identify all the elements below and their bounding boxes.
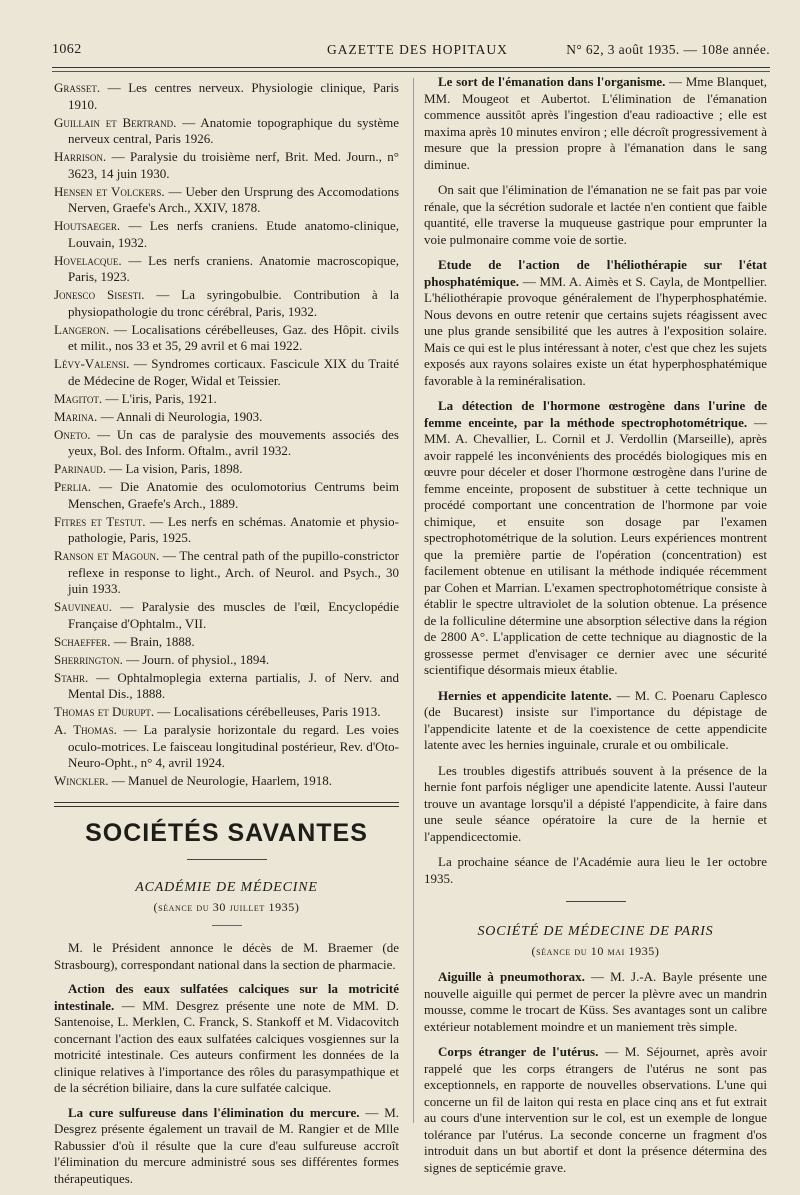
paragraph-title: Etude de l'action de l'héliothérapie sur l'état phosphatémique. bbox=[424, 257, 767, 289]
reference-text: — Les nerfs en schémas. Anatomie et physio-pathologie, Paris, 1925. bbox=[68, 513, 399, 545]
reference-author: Hovelacque. bbox=[54, 252, 122, 268]
reference-entry bbox=[54, 479, 399, 512]
right-body bbox=[424, 74, 767, 887]
paragraph bbox=[424, 854, 767, 887]
page-header bbox=[52, 40, 770, 62]
reference-text: — Ueber den Ursprung des Accomodations Nerven, Graefe's Arch., XXIV, 1878. bbox=[68, 183, 399, 215]
paragraph bbox=[424, 763, 767, 846]
paragraph-title: La détection de l'hormone œstrogène dans l'urine de femme enceinte, par la méthode spectrophotométrique. bbox=[424, 398, 767, 430]
reference-entry bbox=[54, 548, 399, 598]
left-column bbox=[54, 80, 399, 1195]
reference-text: — La vision, Paris, 1898. bbox=[105, 461, 243, 476]
reference-author: Fitres et Testut. bbox=[54, 513, 146, 529]
reference-author: Grasset. bbox=[54, 80, 101, 95]
academie-heading: ACADÉMIE DE MÉDECINE bbox=[135, 880, 318, 895]
paragraph-text: — MM. Desgrez présente une note de MM. D. Santenoise, L. Merklen, C. Franck, S. Stankoff et M. Vidacovitch concernant l'action des eaux sulfatées calciques vosgiennes sur la motricité intestinale. Ces auteurs confirment les données de la clinique relatives à l'importance des rôles du parasympathique et de la sécrétion biliaire, dans la cure sulfatée calcique. bbox=[54, 997, 399, 1095]
paragraph bbox=[424, 969, 767, 1035]
reference-text: — L'iris, Paris, 1921. bbox=[102, 390, 217, 406]
reference-text: — Les nerfs craniens. Etude anatomo-clinique, Louvain, 1932. bbox=[68, 218, 399, 250]
reference-text: — La paralysie horizontale du regard. Les voies oculo-motrices. Le faisceau longitudinal postérieur, Rev. d'Oto-Neuro-Opht., n° 4, avril 1924. bbox=[68, 722, 399, 770]
reference-text: — Ophtalmoplegia externa partialis, J. of Nerv. and Mental Dis., 1888. bbox=[68, 669, 399, 701]
reference-text: — Brain, 1888. bbox=[110, 633, 195, 649]
reference-author: Guillain et Bertrand. bbox=[54, 114, 177, 130]
societe-body bbox=[424, 969, 767, 1176]
reference-entry bbox=[54, 253, 399, 286]
paragraph-text: Les troubles digestifs attribués souvent à la présence de la hernie font parfois négliger une apendicite latente. Aussi l'auteur trouve un avantage lorsqu'il a dépisté l'appendicite, à faire dans une seule séance opératoire la cure de la hernie et l'appendicectomie. bbox=[424, 762, 767, 844]
journal-title: GAZETTE DES HOPITAUX bbox=[327, 42, 508, 57]
reference-entry bbox=[54, 80, 399, 113]
reference-author: Langeron. bbox=[54, 321, 110, 337]
reference-entry bbox=[54, 514, 399, 547]
paragraph-title: Aiguille à pneumothorax. bbox=[438, 969, 585, 984]
reference-author: Schaeffer. bbox=[54, 633, 111, 649]
reference-text: — The central path of the pupillo-constrictor reflexe in response to light., Arch. of Neurol. and Psych., 30 juin 1933. bbox=[68, 548, 399, 596]
reference-entry bbox=[54, 391, 399, 408]
reference-entry bbox=[54, 704, 399, 721]
page-number: 1062 bbox=[52, 42, 82, 57]
paragraph bbox=[54, 940, 399, 973]
paragraph-title: Hernies et appendicite latente. bbox=[438, 687, 612, 703]
paragraph-text: — M. Desgrez présente également un travail de M. Rangier et de Mlle Rabussier d'où il résulte que la cure d'eau sulfureuse accroît l'élimination du mercure administré sous ses différentes formes thérapeutiques. bbox=[54, 1104, 400, 1186]
paragraph-text: On sait que l'élimination de l'émanation ne se fait pas par voie rénale, que la sécrétion sudorale et lactée n'en contient que faible quantité, elle traverse la muqueuse gastrique pour emprunter la voie pulmonaire comme voie de sortie. bbox=[424, 182, 767, 247]
paragraph-title: Action des eaux sulfatées calciques sur la motricité intestinale. bbox=[54, 981, 399, 1013]
paragraph-text: — MM. A. Aimès et S. Cayla, de Montpellier. L'héliothérapie provoque généralement de l'hyperphosphatémie. Nous devons en outre retenir que certains sujets réagissent avec une plus grande sensibilité que les autres à l'exposition solaire. Mais ce qui est le plus intéressant à noter, c'est que chez les sujets exposés aux rayons solaires existe un état hyperphosphatémique favorable à la reminéralisation. bbox=[424, 273, 767, 388]
header-rule bbox=[52, 67, 770, 68]
paragraph bbox=[424, 182, 767, 248]
reference-author: Lévy-Valensi. bbox=[54, 356, 130, 371]
paragraph-text: — M. C. Poenaru Caplesco (de Bucarest) insiste sur l'importance du dépistage de l'appendicite latente et de la coexistence de cette appendicite latente avec les hernies inguinale, crurale et ou ombilicale. bbox=[424, 687, 768, 752]
reference-text: — La syringobulbie. Contribution à la physiopathologie du tronc cérébral, Paris, 1932. bbox=[68, 287, 400, 319]
reference-author: Oneto. bbox=[54, 426, 91, 442]
paragraph-text: La prochaine séance de l'Académie aura lieu le 1er octobre 1935. bbox=[424, 854, 767, 886]
title-rule bbox=[187, 859, 267, 860]
reference-text: — Paralysie du troisième nerf, Brit. Med. Journ., n° 3623, 14 juin 1930. bbox=[68, 149, 399, 181]
reference-entry bbox=[54, 722, 399, 772]
reference-entry bbox=[54, 461, 399, 478]
reference-entry bbox=[54, 773, 399, 790]
paragraph-text: M. le Président annonce le décès de M. Braemer (de Strasbourg), correspondant national dans la section de pharmacie. bbox=[54, 940, 399, 972]
reference-entry bbox=[54, 670, 399, 703]
right-column bbox=[424, 74, 767, 1185]
reference-entry bbox=[54, 409, 399, 426]
reference-entry bbox=[54, 427, 399, 460]
reference-entry bbox=[54, 652, 399, 669]
section-rule bbox=[54, 802, 399, 807]
reference-text: — Manuel de Neurologie, Haarlem, 1918. bbox=[108, 773, 332, 788]
reference-text: — Les centres nerveux. Physiologie clinique, Paris 1910. bbox=[68, 80, 399, 112]
reference-entry bbox=[54, 634, 399, 651]
reference-text: — Die Anatomie des oculomotorius Centrums beim Menschen, Graefe's Arch., 1889. bbox=[68, 479, 399, 511]
reference-entry bbox=[54, 184, 399, 217]
reference-author: Stahr. bbox=[54, 669, 89, 685]
reference-author: Thomas et Durupt. bbox=[54, 704, 155, 719]
reference-author: Parinaud. bbox=[54, 461, 106, 476]
reference-author: Hensen et Volckers. bbox=[54, 183, 165, 199]
paragraph-title: Corps étranger de l'utérus. bbox=[438, 1044, 599, 1059]
reference-text: — Les nerfs craniens. Anatomie macroscopique, Paris, 1923. bbox=[68, 252, 399, 284]
paragraph bbox=[424, 1044, 767, 1176]
reference-text: — Journ. of physiol., 1894. bbox=[122, 651, 270, 667]
academie-body bbox=[54, 940, 399, 1187]
reference-author: Ranson et Magoun. bbox=[54, 548, 160, 563]
paragraph-title: La cure sulfureuse dans l'élimination du mercure. bbox=[68, 1104, 360, 1120]
bibliography bbox=[54, 80, 399, 790]
reference-text: — Paralysie des muscles de l'œil, Encyclopédie Française d'Ophtalm., VII. bbox=[68, 599, 399, 631]
reference-text: — Annali di Neurologia, 1903. bbox=[97, 408, 263, 424]
societe-session: (séance du 10 mai 1935) bbox=[531, 943, 660, 958]
reference-entry bbox=[54, 115, 399, 148]
societe-heading: SOCIÉTÉ DE MÉDECINE DE PARIS bbox=[477, 924, 714, 939]
paragraph bbox=[424, 688, 767, 754]
reference-author: Houtsaeger. bbox=[54, 218, 121, 233]
society-rule bbox=[566, 901, 626, 902]
academie-session: (séance du 30 juillet 1935) bbox=[153, 899, 300, 914]
reference-author: Sherrington. bbox=[54, 651, 123, 667]
reference-author: Perlia. bbox=[54, 479, 91, 494]
reference-entry bbox=[54, 322, 399, 355]
paragraph bbox=[424, 74, 767, 173]
reference-entry bbox=[54, 356, 399, 389]
reference-entry bbox=[54, 149, 399, 182]
paragraph-text: — Mme Blanquet, MM. Mougeot et Aubertot. L'élimination de l'émanation commence aussitôt après l'ingestion d'eau radioactive ; elle est maxima après 10 minutes environ ; elle décroît progressivement à mesure que la pression propre à l'émanation dans le sang diminue. bbox=[424, 74, 767, 172]
paragraph bbox=[54, 981, 399, 1097]
reference-author: Marina. bbox=[54, 408, 98, 424]
section-title: SOCIÉTÉS SAVANTES bbox=[85, 818, 368, 847]
paragraph-text: — MM. A. Chevallier, L. Cornil et J. Verdollin (Marseille), après avoir rappelé les inconvénients des procédés biologiques mis en œuvre pour déceler et doser l'hormone œstrogène dans l'urine de femme enceinte, proposent de substituer à cette technique un procédé comportant une concentration de l'hormone par voie chimique, et ensuite son dosage par l'examen spectrophotométrique de la solution. Leurs expériences montrent que la première partie de l'opération (concentration) est facilement obtenue en utilisant la méthode indiquée récemment par Cohen et Marrian. L'examen spectrophotométrique consiste à établir le spectre ultraviolet de la solution obtenue. La présence de la folliculine détermine une absorption sélective dans la région de 2800 A°. L'application de cette technique au diagnostic de la grossesse permet d'envisager ce dernier avec une sécurité scientifique désormais mieux établie. bbox=[424, 414, 767, 677]
paragraph-title: Le sort de l'émanation dans l'organisme. bbox=[438, 74, 666, 89]
academie-rule bbox=[212, 925, 242, 926]
reference-text: — Anatomie topographique du système nerveux central, Paris 1926. bbox=[68, 114, 399, 146]
column-separator bbox=[413, 78, 414, 1123]
reference-author: Jonesco Sisesti. bbox=[54, 287, 145, 302]
issue-info: N° 62, 3 août 1935. — 108e année. bbox=[566, 42, 770, 57]
reference-text: — Localisations cérébelleuses, Paris 1913. bbox=[154, 704, 381, 719]
reference-text: — Syndromes corticaux. Fascicule XIX du Traité de Médecine de Roger, Widal et Teissier. bbox=[68, 356, 399, 388]
reference-text: — Localisations cérébelleuses, Gaz. des Hôpit. civils et milit., nos 33 et 35, 29 avril et 6 mai 1922. bbox=[68, 321, 399, 353]
paragraph bbox=[424, 257, 767, 389]
paragraph bbox=[54, 1105, 399, 1188]
paragraph-text: — M. Séjournet, après avoir rappelé que les corps étrangers de l'utérus ne sont pas exceptionnels, en rapporte de nouvelles observations. L'une qui concerne un fil de laiton qui resta en place cinq ans et fut extrait au cours d'une intervention sur le col, est un exemple de longue tolérance par l'utérus. La seconde concerne un fragment d'os introduit dans un but abortif et dont la présence détermina des signes de septicémie grave. bbox=[424, 1044, 767, 1175]
reference-author: A. Thomas. bbox=[54, 722, 117, 737]
reference-author: Winckler. bbox=[54, 773, 109, 788]
paragraph-text: — M. J.-A. Bayle présente une nouvelle aiguille qui permet de percer la plèvre avec un mandrin mousse, comme le trocart de Küss. Ses avantages sont un calibre extérieur notablement moindre et un maniement très simple. bbox=[424, 969, 767, 1034]
reference-entry bbox=[54, 218, 399, 251]
paragraph bbox=[424, 398, 767, 679]
reference-author: Sauvineau. bbox=[54, 599, 112, 614]
reference-author: Magitot. bbox=[54, 390, 103, 406]
reference-entry bbox=[54, 287, 399, 320]
reference-author: Harrison. bbox=[54, 149, 107, 164]
header-rule-secondary bbox=[52, 71, 770, 72]
reference-text: — Un cas de paralysie des mouvements associés des yeux, Bol. des Inform. Oftalm., avril 1932. bbox=[68, 426, 399, 458]
reference-entry bbox=[54, 599, 399, 632]
